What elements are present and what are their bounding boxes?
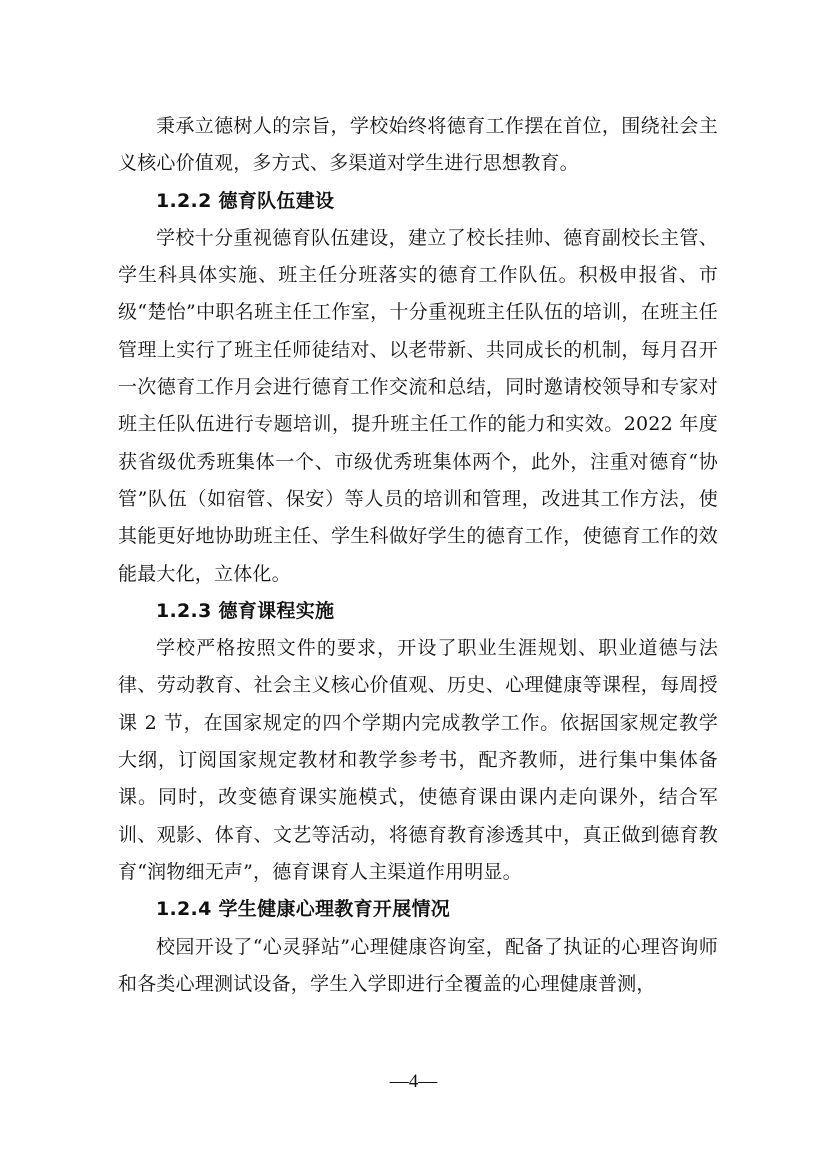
heading-1-2-4: 1.2.4 学生健康心理教育开展情况 — [156, 898, 451, 921]
heading-1-2-2: 1.2.2 德育队伍建设 — [156, 189, 335, 212]
paragraph-course-implementation: 学校严格按照文件的要求，开设了职业生涯规划、职业道德与法律、劳动教育、社会主义核心价值观、历史、心理健康等课程，每周授课 2 节，在国家规定的四个学期内完成教学工作。依据国家规定教学大纲，订阅国家规定教材和教学参考书，配齐教师，进行集中集体备课。同时，改变德育课实施模式，使德育课由课内走向课外，结合军训、观影、体育、文艺等活动，将德育教育渗透其中，真正做到德育教育“润物细无声”，德育课育人主渠道作用明显。 — [118, 637, 718, 883]
document-body — [118, 108, 718, 1003]
paragraph-intro: 秉承立德树人的宗旨，学校始终将德育工作摆在首位，围绕社会主义核心价值观，多方式、多渠道对学生进行思想教育。 — [118, 115, 718, 175]
paragraph-team-building: 学校十分重视德育队伍建设，建立了校长挂帅、德育副校长主管、学生科具体实施、班主任分班落实的德育工作队伍。积极申报省、市级“楚怡”中职名班主任工作室，十分重视班主任队伍的培训，在班主任管理上实行了班主任师徒结对、以老带新、共同成长的机制，每月召开一次德育工作月会进行德育工作交流和总结，同时邀请校领导和专家对班主任队伍进行专题培训，提升班主任工作的能力和实效。2022 年度获省级优秀班集体一个、市级优秀班集体两个，此外，注重对德育“协管”队伍（如宿管、保安）等人员的培训和管理，改进其工作方法，使其能更好地协助班主任、学生科做好学生的德育工作，使德育工作的效能最大化，立体化。 — [118, 226, 718, 585]
paragraph-mental-health: 校园开设了“心灵驿站”心理健康咨询室，配备了执证的心理咨询师和各类心理测试设备，学生入学即进行全覆盖的心理健康普测， — [118, 935, 718, 995]
heading-1-2-3: 1.2.3 德育课程实施 — [156, 599, 335, 622]
page-number: —4— — [389, 1071, 438, 1092]
